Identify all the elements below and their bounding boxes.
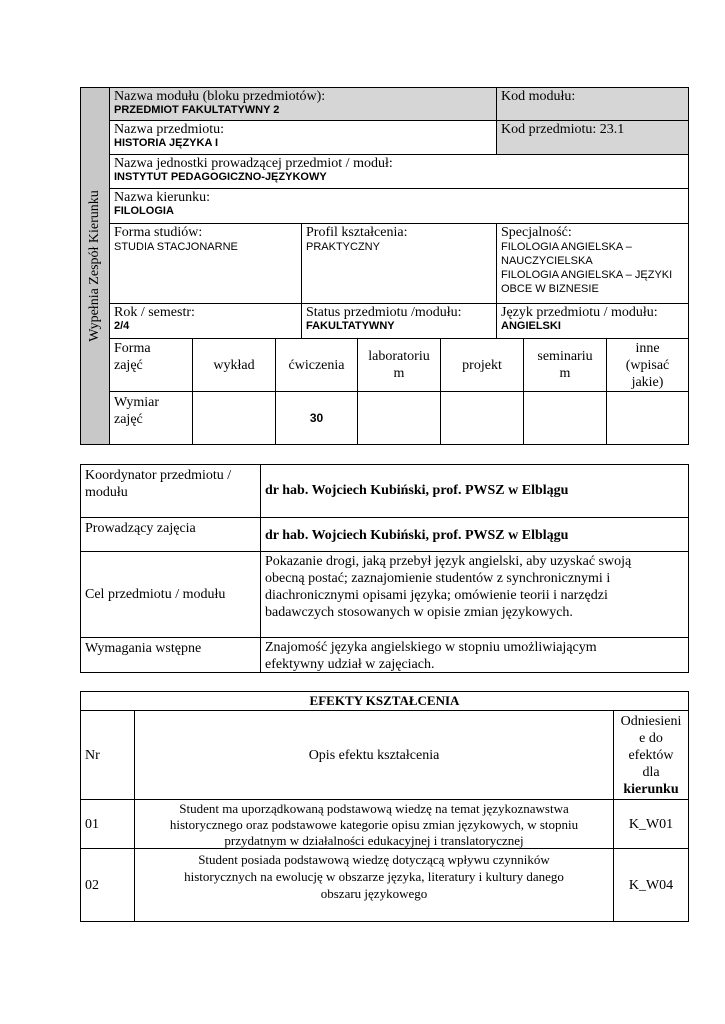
teacher-label-cell <box>80 517 261 552</box>
row-01-ref: K_W01 <box>628 816 674 832</box>
effects-title-cell <box>80 691 689 711</box>
goal-cell <box>260 551 689 638</box>
seminar-label-1: seminariu <box>537 349 593 364</box>
exercises-hours-cell <box>275 391 358 445</box>
exercises-header <box>275 338 358 392</box>
req-label: Wymagania wstępne <box>85 641 202 656</box>
teacher-cell <box>260 517 689 552</box>
lab-label-2: m <box>393 366 405 381</box>
study-form-label: Forma studiów: <box>114 225 203 240</box>
goal-line-1: Pokazanie drogi, jaką przebył język angielski, aby uzyskać swoją <box>265 554 632 569</box>
row-02-desc-3: obszaru językowego <box>320 886 428 901</box>
side-label-column <box>80 87 110 445</box>
year-value: 2/4 <box>114 320 130 332</box>
col-ref-header <box>613 710 689 800</box>
hours-label-2: zajęć <box>114 412 143 427</box>
unit-cell <box>109 154 689 189</box>
req-label-cell <box>80 637 261 673</box>
table-row-01-nr <box>80 799 135 849</box>
other-label-1: inne <box>635 340 660 356</box>
req-line-2: efektywny udział w zajęciach. <box>265 657 435 672</box>
col-ref-2: e do <box>639 731 663 746</box>
study-form-value: STUDIA STACJONARNE <box>114 241 238 253</box>
coordinator-value: dr hab. Wojciech Kubiński, prof. PWSZ w Elblągu <box>265 483 569 498</box>
lab-label-1: laboratoriu <box>368 349 430 364</box>
module-name-label: Nazwa modułu (bloku przedmiotów): <box>114 89 326 104</box>
other-hours <box>606 391 689 445</box>
row-02-desc-2: historycznych na ewolucję w obszarze języka, literatury i kultury danego <box>184 869 564 884</box>
module-code-cell <box>496 87 689 121</box>
forms-label-1: Forma <box>114 341 151 356</box>
col-ref-1: Odniesieni <box>620 714 682 729</box>
lab-header <box>357 338 441 392</box>
coordinator-cell <box>260 464 689 518</box>
req-line-1: Znajomość języka angielskiego w stopniu umożliwiającym <box>265 640 597 655</box>
status-value: FAKULTATYWNY <box>306 320 395 332</box>
goal-line-4: badawczych stosowanych w opisie zmian językowych. <box>265 605 573 620</box>
table-row-02-ref <box>613 848 689 922</box>
other-label-3: jakie) <box>631 374 664 390</box>
exercises-label: ćwiczenia <box>288 357 345 373</box>
subject-code-cell <box>496 120 689 155</box>
project-label: projekt <box>462 357 502 373</box>
lecture-header <box>192 338 276 392</box>
table-row-01-desc <box>134 799 614 849</box>
goal-line-2: obecną postać; zaznajomienie studentów z synchronicznymi i <box>265 571 611 586</box>
hours-label-1: Wymiar <box>114 395 160 410</box>
seminar-label-2: m <box>559 366 571 381</box>
subject-name-value: HISTORIA JĘZYKA I <box>114 137 219 149</box>
coordinator-label-1: Koordynator przedmiotu / <box>85 468 232 483</box>
teacher-label: Prowadzący zajęcia <box>85 521 196 536</box>
field-cell <box>109 188 689 224</box>
module-code-label: Kod modułu: <box>501 89 576 104</box>
row-02-nr: 02 <box>85 877 99 893</box>
language-label: Język przedmiotu / modułu: <box>501 305 658 320</box>
goal-label-cell <box>80 551 261 638</box>
col-ref-4: dla <box>642 765 660 780</box>
goal-label: Cel przedmiotu / modułu <box>85 587 226 602</box>
specialty-value-4: OBCE W BIZNESIE <box>501 283 599 295</box>
specialty-value-2: NAUCZYCIELSKA <box>501 255 593 267</box>
teacher-value: dr hab. Wojciech Kubiński, prof. PWSZ w Elblągu <box>265 528 569 543</box>
other-label-2: (wpisać <box>625 357 670 373</box>
language-value: ANGIELSKI <box>501 320 561 332</box>
forms-label-2: zajęć <box>114 358 143 373</box>
side-label: Wypełnia Zespół Kierunku <box>87 190 102 342</box>
year-label: Rok / semestr: <box>114 305 195 320</box>
table-row-02-desc <box>134 848 614 922</box>
subject-name-label: Nazwa przedmiotu: <box>114 122 225 137</box>
year-cell <box>109 303 302 339</box>
row-01-desc-3: przydatnym w działalności edukacyjnej i translatorycznej <box>224 833 524 848</box>
module-name-value: PRZEDMIOT FAKULTATYWNY 2 <box>114 104 280 116</box>
row-01-nr: 01 <box>85 816 99 832</box>
col-desc-label: Opis efektu kształcenia <box>308 747 440 763</box>
subject-code-label: Kod przedmiotu: 23.1 <box>501 122 625 137</box>
unit-label: Nazwa jednostki prowadzącej przedmiot / moduł: <box>114 156 393 171</box>
specialty-value-1: FILOLOGIA ANGIELSKA – <box>501 241 632 253</box>
effects-title: EFEKTY KSZTAŁCENIA <box>309 693 460 708</box>
forms-label-cell <box>109 338 193 392</box>
profile-value: PRAKTYCZNY <box>306 241 380 253</box>
row-02-ref: K_W04 <box>628 877 674 893</box>
seminar-hours <box>523 391 607 445</box>
row-01-desc-2: historycznego oraz podstawowe kategorie opisu zmian językowych, w stopniu <box>169 817 579 832</box>
exercises-hours: 30 <box>309 410 324 425</box>
specialty-label: Specjalność: <box>501 225 572 240</box>
coordinator-label-cell <box>80 464 261 518</box>
other-header <box>606 338 689 392</box>
status-cell <box>301 303 497 339</box>
goal-line-3: diachronicznymi opisami języka; omówienie teorii i narzędzi <box>265 588 608 603</box>
row-02-desc-1: Student posiada podstawową wiedzę dotyczącą wpływu czynników <box>198 852 550 867</box>
module-name-cell <box>109 87 497 121</box>
specialty-value-3: FILOLOGIA ANGIELSKA – JĘZYKI <box>501 269 673 281</box>
project-hours <box>440 391 524 445</box>
col-ref-3: efektów <box>628 748 674 763</box>
profile-cell <box>301 223 497 304</box>
field-label: Nazwa kierunku: <box>114 190 211 205</box>
status-label: Status przedmiotu /modułu: <box>306 305 462 320</box>
specialty-cell <box>496 223 689 304</box>
row-01-desc-1: Student ma uporządkowaną podstawową wiedzę na temat językoznawstwa <box>179 801 569 816</box>
req-cell <box>260 637 689 673</box>
study-form-cell <box>109 223 302 304</box>
language-cell <box>496 303 689 339</box>
col-desc-header <box>134 710 614 800</box>
field-value: FILOLOGIA <box>114 205 174 217</box>
col-nr-label: Nr <box>85 747 100 763</box>
seminar-header <box>523 338 607 392</box>
unit-value: INSTYTUT PEDAGOGICZNO-JĘZYKOWY <box>114 171 327 183</box>
hours-label-cell <box>109 391 193 445</box>
lecture-hours <box>192 391 276 445</box>
table-row-02-nr <box>80 848 135 922</box>
project-header <box>440 338 524 392</box>
table-row-01-ref <box>613 799 689 849</box>
col-ref-5: kierunku <box>623 782 679 797</box>
col-nr-header <box>80 710 135 800</box>
coordinator-label-2: modułu <box>85 485 128 500</box>
lab-hours <box>357 391 441 445</box>
profile-label: Profil kształcenia: <box>306 225 408 240</box>
subject-name-cell <box>109 120 497 155</box>
lecture-label: wykład <box>213 357 255 373</box>
